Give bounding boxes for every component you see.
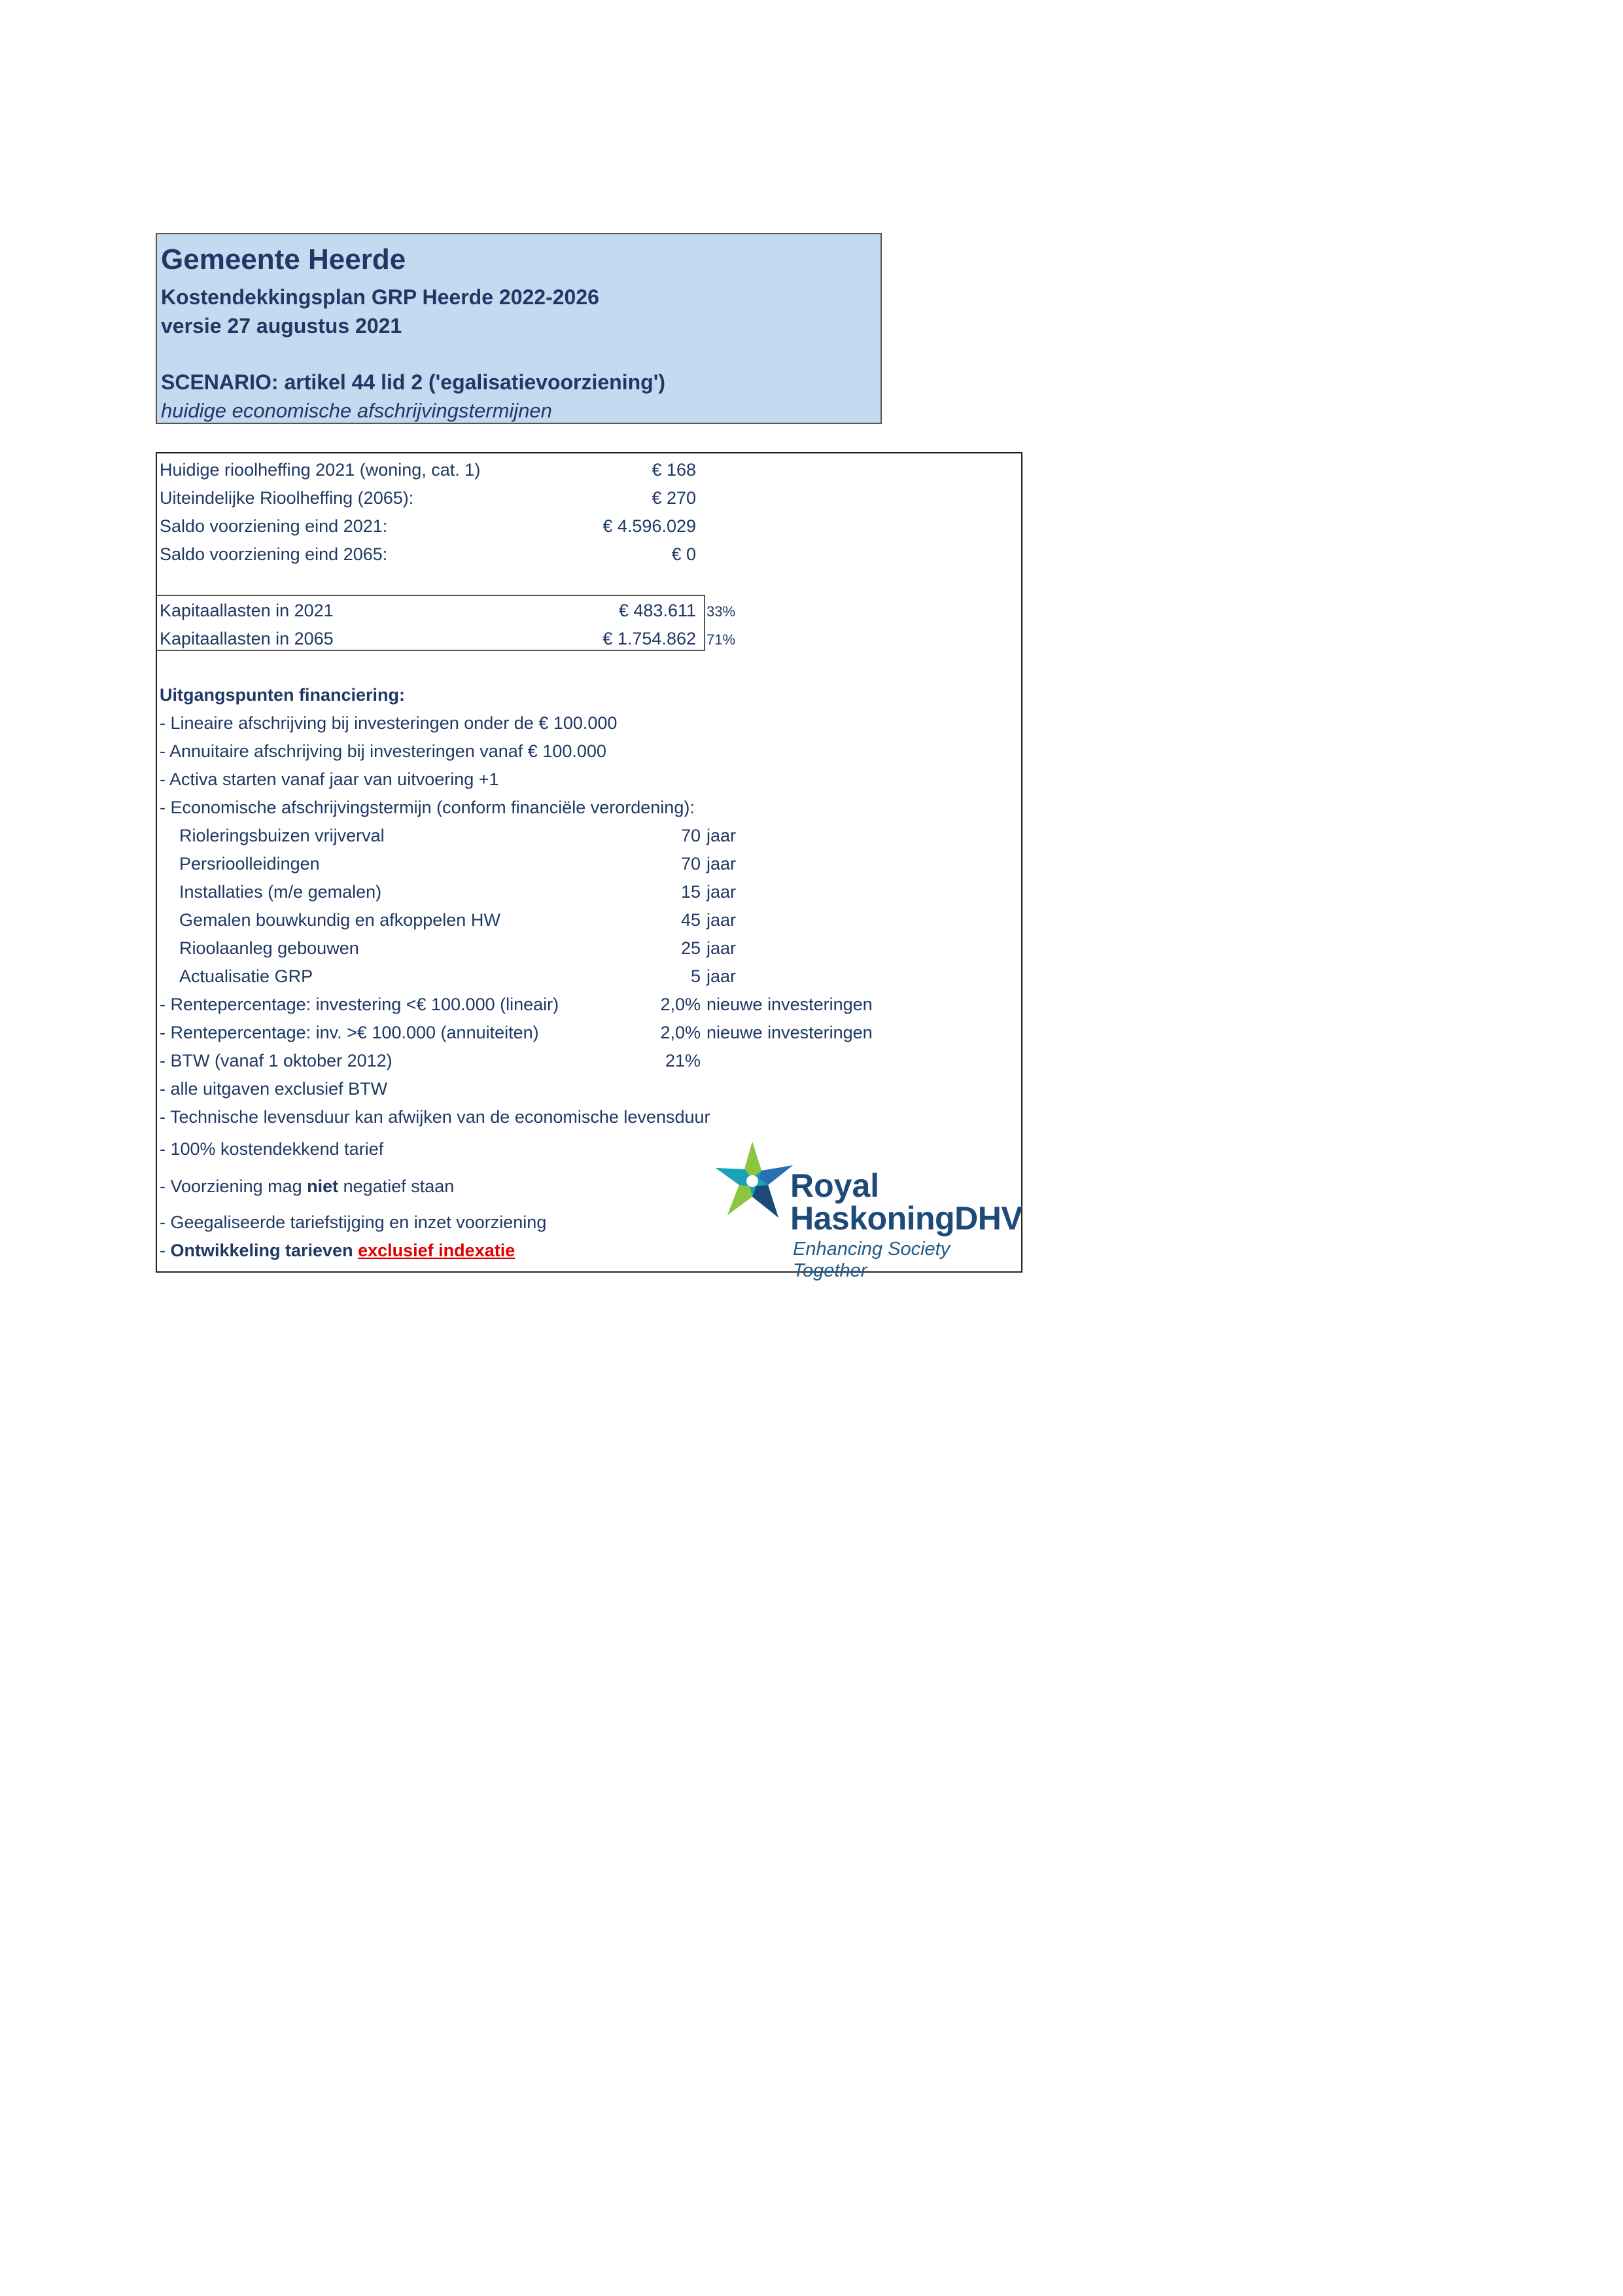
termijn-unit: jaar	[707, 966, 737, 986]
summary-value: € 270	[652, 488, 696, 508]
header-box	[156, 233, 882, 424]
rente-value: 2,0%	[660, 1023, 701, 1042]
termijn-value: 5	[690, 966, 701, 986]
text-segment: negatief staan	[338, 1176, 455, 1196]
termijn-value: 45	[680, 910, 701, 930]
section-heading: Uitgangspunten financiering:	[160, 685, 405, 705]
termijn-unit: jaar	[707, 882, 737, 902]
termijn-label: Gemalen bouwkundig en afkoppelen HW	[179, 910, 500, 930]
list-item: - 100% kostendekkend tarief	[160, 1139, 384, 1159]
termijn-value: 70	[680, 854, 701, 874]
company-logo	[713, 1135, 1023, 1281]
termijn-unit: jaar	[707, 938, 737, 958]
emphasis-text: Ontwikkeling tarieven	[170, 1241, 353, 1260]
termijn-unit: jaar	[707, 910, 737, 930]
termijn-unit: jaar	[707, 826, 737, 845]
kapitaal-percentage: 33%	[707, 603, 736, 620]
kapitaal-value: € 1.754.862	[602, 629, 696, 648]
kapitaal-value: € 483.611	[618, 601, 696, 620]
scenario-subtitle: huidige economische afschrijvingstermijnen	[161, 399, 552, 422]
scenario-title: SCENARIO: artikel 44 lid 2 ('egalisatievoorziening')	[161, 370, 665, 394]
termijn-value: 70	[680, 826, 701, 845]
summary-label: Huidige rioolheffing 2021 (woning, cat. 1)	[160, 460, 481, 480]
termijn-unit: jaar	[707, 854, 737, 874]
termijn-value: 25	[680, 938, 701, 958]
page-subtitle: Kostendekkingsplan GRP Heerde 2022-2026	[161, 285, 599, 309]
list-item: - Economische afschrijvingstermijn (conform financiële verordening):	[160, 798, 695, 817]
star-logo-icon	[713, 1139, 798, 1224]
list-item: - Geegaliseerde tariefstijging en inzet voorziening	[160, 1212, 547, 1232]
termijn-label: Rioolaanleg gebouwen	[179, 938, 359, 958]
rente-label: - Rentepercentage: inv. >€ 100.000 (annuiteiten)	[160, 1023, 539, 1042]
rente-label: - Rentepercentage: investering <€ 100.000 (lineair)	[160, 995, 559, 1014]
emphasis-text: niet	[307, 1176, 339, 1196]
version-text: versie 27 augustus 2021	[161, 314, 402, 338]
summary-value: € 4.596.029	[602, 516, 696, 536]
btw-label: - BTW (vanaf 1 oktober 2012)	[160, 1051, 393, 1070]
termijn-value: 15	[680, 882, 701, 902]
list-item: - alle uitgaven exclusief BTW	[160, 1079, 388, 1099]
page-title: Gemeente Heerde	[161, 243, 406, 275]
kapitaal-label: Kapitaallasten in 2021	[160, 601, 334, 620]
rente-value: 2,0%	[660, 995, 701, 1014]
termijn-label: Rioleringsbuizen vrijverval	[179, 826, 385, 845]
summary-label: Saldo voorziening eind 2021:	[160, 516, 388, 536]
rente-unit: nieuwe investeringen	[707, 1023, 873, 1042]
kapitaal-percentage: 71%	[707, 631, 736, 648]
list-item: - Lineaire afschrijving bij investeringen onder de € 100.000	[160, 713, 618, 733]
logo-text-haskoning: HaskoningDHV	[790, 1200, 1023, 1237]
summary-value: € 168	[652, 460, 696, 480]
termijn-label: Installaties (m/e gemalen)	[179, 882, 382, 902]
termijn-label: Persrioolleidingen	[179, 854, 320, 874]
text-segment: - Voorziening mag	[160, 1176, 307, 1196]
list-item: - Activa starten vanaf jaar van uitvoering +1	[160, 769, 499, 789]
termijn-label: Actualisatie GRP	[179, 966, 313, 986]
main-table	[156, 452, 1023, 1281]
indexatie-highlight: exclusief indexatie	[358, 1241, 515, 1260]
btw-value: 21%	[665, 1051, 701, 1070]
list-item	[160, 1176, 454, 1196]
logo-tagline: Enhancing Society Together	[793, 1239, 951, 1281]
kapitaal-label: Kapitaallasten in 2065	[160, 629, 334, 648]
rente-unit: nieuwe investeringen	[707, 995, 873, 1014]
summary-label: Uiteindelijke Rioolheffing (2065):	[160, 488, 414, 508]
summary-value: € 0	[671, 544, 696, 564]
list-item: - Technische levensduur kan afwijken van de economische levensduur	[160, 1107, 710, 1127]
summary-label: Saldo voorziening eind 2065:	[160, 544, 388, 564]
list-item: - Annuitaire afschrijving bij investeringen vanaf € 100.000	[160, 741, 606, 761]
list-item	[160, 1241, 515, 1260]
logo-text-royal: Royal	[790, 1167, 880, 1204]
text-segment: -	[160, 1241, 171, 1260]
